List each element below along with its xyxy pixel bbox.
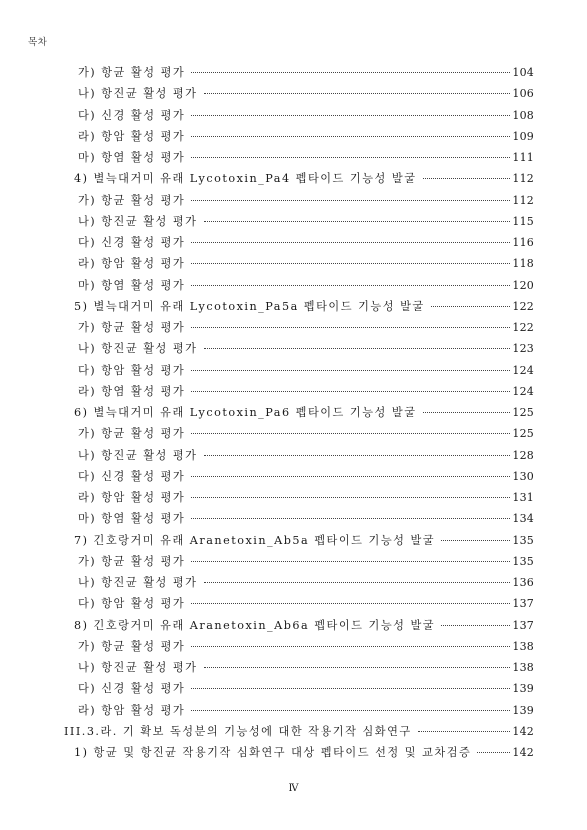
dot-leader	[191, 688, 510, 689]
toc-entry-page: 106	[512, 87, 534, 101]
toc-entry[interactable]	[64, 551, 534, 572]
dot-leader	[191, 327, 510, 328]
toc-entry-page: 122	[512, 299, 534, 313]
toc-entry-page: 124	[512, 363, 534, 377]
toc-entry-page: 130	[512, 469, 534, 483]
toc-entry-title: 나) 항진균 활성 평가	[78, 87, 198, 101]
toc-entry-title: 다) 신경 활성 평가	[78, 236, 186, 249]
toc-entry[interactable]	[64, 700, 534, 721]
toc-entry-title: 나) 항진균 활성 평가	[78, 661, 198, 674]
toc-entry-page: 142	[512, 724, 534, 738]
toc-entry-page: 104	[512, 66, 534, 79]
toc-entry-title: 나) 항진균 활성 평가	[78, 342, 198, 356]
toc-entry-page: 108	[512, 108, 534, 122]
toc-entry-page: 142	[512, 746, 534, 759]
toc-entry-page: 135	[512, 533, 534, 547]
toc-entry-page: 134	[512, 512, 534, 526]
dot-leader	[441, 540, 510, 541]
toc-entry[interactable]	[64, 211, 534, 232]
toc-entry-page: 125	[512, 427, 534, 441]
toc-entry-title: 라) 항암 활성 평가	[78, 703, 186, 717]
toc-entry-page: 128	[512, 448, 534, 462]
toc-entry-page: 115	[512, 214, 534, 228]
toc-entry-title: 4) 별늑대거미 유래 Lycotoxin_Pa4 펩타이드 기능성 발굴	[74, 172, 417, 186]
toc-entry-page: 139	[512, 703, 534, 717]
toc-entry-title: 6) 별늑대거미 유래 Lycotoxin_Pa6 펩타이드 기능성 발굴	[74, 406, 417, 419]
toc-entry[interactable]	[64, 381, 534, 402]
toc-entry-title: 다) 신경 활성 평가	[78, 108, 186, 122]
toc-entry-page: 122	[512, 321, 534, 334]
toc-entry-page: 138	[512, 661, 534, 674]
toc-entry[interactable]	[64, 572, 534, 593]
toc-entry-page: 125	[512, 406, 534, 419]
toc-entry-page: 137	[512, 597, 534, 611]
toc-entry-title: 라) 항암 활성 평가	[78, 257, 186, 271]
dot-leader	[418, 731, 511, 732]
toc-entry-title: 나) 항진균 활성 평가	[78, 576, 198, 589]
toc-entry[interactable]	[64, 83, 534, 104]
toc-entry-title: 8) 긴호랑거미 유래 Aranetoxin_Ab6a 펩타이드 기능성 발굴	[74, 618, 436, 632]
toc-entry[interactable]	[64, 232, 534, 253]
toc-entry[interactable]	[64, 147, 534, 168]
dot-leader	[431, 306, 511, 307]
dot-leader	[204, 455, 511, 456]
toc-entry[interactable]	[64, 402, 534, 423]
toc-entry-page: 120	[512, 278, 534, 292]
dot-leader	[191, 603, 510, 604]
toc-entry-page: 137	[512, 618, 534, 632]
toc-entry-title: 라) 항암 활성 평가	[78, 491, 186, 504]
toc-entry-page: 109	[512, 129, 534, 143]
dot-leader	[191, 115, 510, 116]
dot-leader	[204, 582, 511, 583]
toc-entry-page: 131	[512, 491, 534, 504]
dot-leader	[191, 433, 510, 434]
toc-entry-title: 7) 긴호랑거미 유래 Aranetoxin_Ab5a 펩타이드 기능성 발굴	[74, 533, 436, 547]
dot-leader	[191, 710, 510, 711]
toc-entry-title: 다) 항암 활성 평가	[78, 597, 186, 611]
toc-entry-page: 123	[512, 342, 534, 356]
toc-entry-page: 116	[512, 236, 534, 249]
dot-leader	[423, 178, 511, 179]
toc-entry-page: 112	[512, 193, 534, 207]
toc-entry[interactable]	[64, 445, 534, 466]
toc-entry[interactable]	[64, 360, 534, 381]
table-of-contents	[64, 62, 534, 763]
dot-leader	[191, 561, 510, 562]
toc-entry[interactable]	[64, 657, 534, 678]
toc-entry-title: 가) 항균 활성 평가	[78, 427, 186, 441]
toc-entry[interactable]	[64, 466, 534, 487]
dot-leader	[191, 200, 510, 201]
toc-entry-page: 124	[512, 384, 534, 398]
toc-entry-title: 가) 항균 활성 평가	[78, 193, 186, 207]
toc-entry[interactable]	[64, 678, 534, 699]
toc-entry-page: 112	[512, 172, 534, 186]
toc-entry[interactable]	[64, 168, 534, 189]
dot-leader	[204, 667, 511, 668]
toc-entry-title: 다) 신경 활성 평가	[78, 469, 186, 483]
toc-entry-title: 1) 항균 및 항진균 작용기작 심화연구 대상 펩타이드 선정 및 교차검증	[74, 746, 472, 759]
toc-entry-title: 라) 항염 활성 평가	[78, 384, 186, 398]
toc-entry[interactable]	[64, 253, 534, 274]
toc-entry[interactable]	[64, 721, 534, 742]
toc-entry[interactable]	[64, 487, 534, 508]
toc-entry[interactable]	[64, 317, 534, 338]
dot-leader	[441, 625, 510, 626]
toc-entry[interactable]	[64, 338, 534, 359]
toc-entry[interactable]	[64, 508, 534, 529]
dot-leader	[191, 72, 510, 73]
toc-entry-title: 가) 항균 활성 평가	[78, 66, 186, 79]
running-head: 목차	[28, 37, 48, 48]
dot-leader	[191, 263, 510, 264]
toc-entry[interactable]	[64, 593, 534, 614]
dot-leader	[423, 412, 511, 413]
toc-entry-title: 다) 항암 활성 평가	[78, 363, 186, 377]
toc-entry[interactable]	[64, 275, 534, 296]
toc-entry-title: 나) 항진균 활성 평가	[78, 448, 198, 462]
toc-entry-title: 마) 항염 활성 평가	[78, 278, 186, 292]
page-number: Ⅳ	[288, 783, 299, 794]
dot-leader	[191, 157, 510, 158]
toc-entry-title: 가) 항균 활성 평가	[78, 321, 186, 334]
toc-entry[interactable]	[64, 296, 534, 317]
dot-leader	[191, 646, 510, 647]
toc-entry-title: 라) 항암 활성 평가	[78, 129, 186, 143]
dot-leader	[204, 348, 511, 349]
toc-entry-title: 마) 항염 활성 평가	[78, 151, 186, 164]
toc-entry-title: 5) 별늑대거미 유래 Lycotoxin_Pa5a 펩타이드 기능성 발굴	[74, 299, 425, 313]
toc-entry-title: 나) 항진균 활성 평가	[78, 214, 198, 228]
toc-entry-page: 118	[512, 257, 534, 271]
toc-entry-page: 135	[512, 554, 534, 568]
dot-leader	[191, 476, 510, 477]
toc-entry[interactable]	[64, 636, 534, 657]
dot-leader	[204, 221, 511, 222]
toc-entry-page: 136	[512, 576, 534, 589]
toc-entry-title: 가) 항균 활성 평가	[78, 639, 186, 653]
toc-entry[interactable]	[64, 423, 534, 444]
toc-entry-title: 가) 항균 활성 평가	[78, 554, 186, 568]
dot-leader	[477, 752, 510, 753]
toc-entry[interactable]	[64, 126, 534, 147]
toc-entry[interactable]	[64, 190, 534, 211]
dot-leader	[191, 370, 510, 371]
dot-leader	[191, 136, 510, 137]
toc-entry[interactable]	[64, 62, 534, 83]
toc-entry[interactable]	[64, 615, 534, 636]
dot-leader	[191, 518, 510, 519]
toc-entry[interactable]	[64, 105, 534, 126]
dot-leader	[204, 93, 511, 94]
toc-entry-page: 138	[512, 639, 534, 653]
toc-entry-page: 139	[512, 682, 534, 696]
dot-leader	[191, 242, 510, 243]
dot-leader	[191, 285, 510, 286]
toc-entry[interactable]	[64, 530, 534, 551]
toc-entry-title: III.3.라. 기 확보 독성분의 기능성에 대한 작용기작 심화연구	[64, 724, 412, 738]
dot-leader	[191, 391, 510, 392]
toc-entry-title: 다) 신경 활성 평가	[78, 682, 186, 696]
toc-entry[interactable]	[64, 742, 534, 763]
toc-entry-page: 111	[512, 151, 534, 164]
toc-entry-title: 마) 항염 활성 평가	[78, 512, 186, 526]
dot-leader	[191, 497, 510, 498]
